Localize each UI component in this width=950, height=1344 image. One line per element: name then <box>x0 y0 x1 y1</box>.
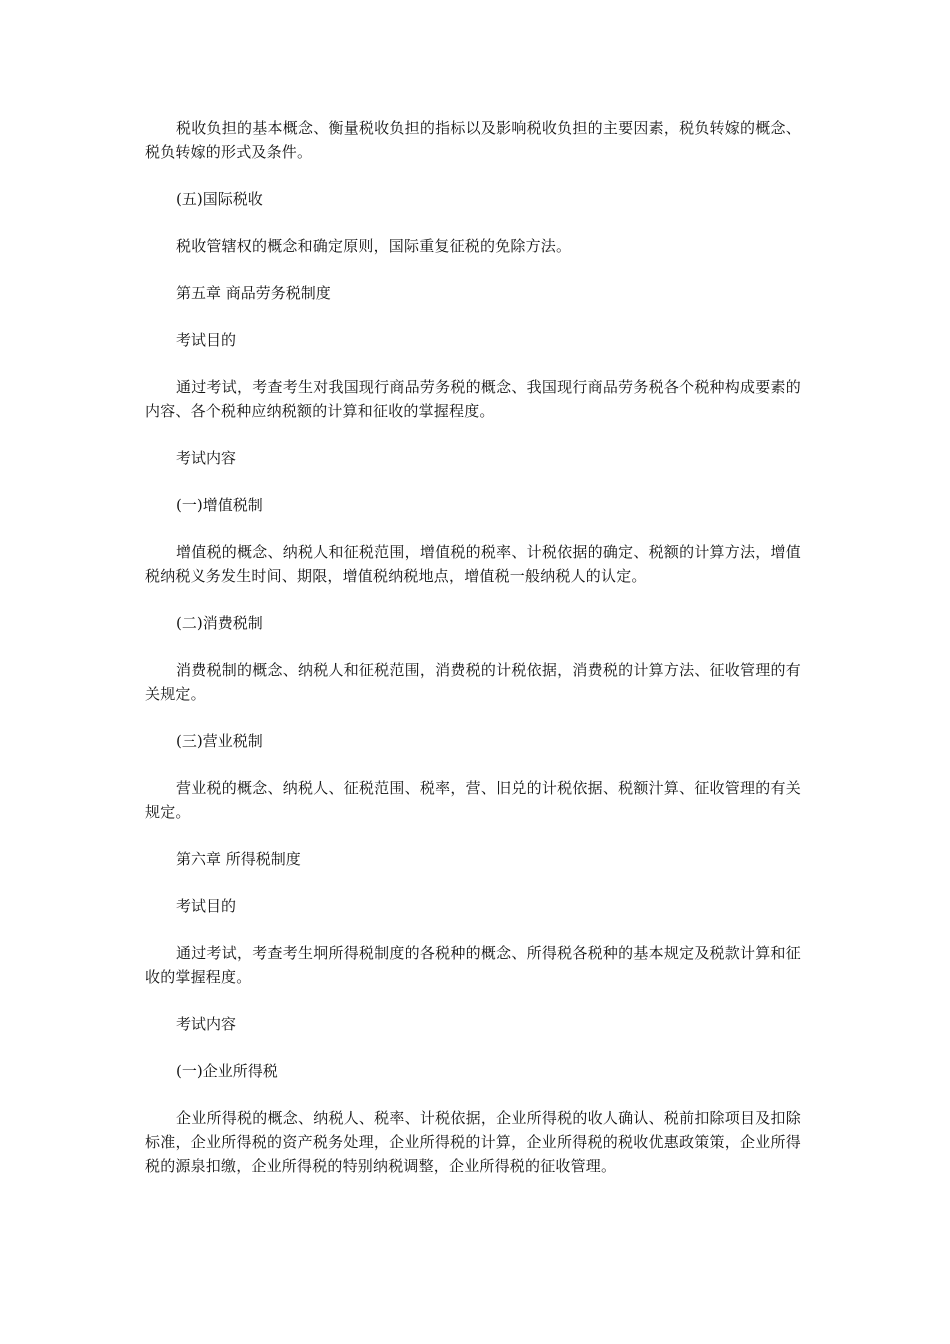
paragraph-tax-burden: 税收负担的基本概念、衡量税收负担的指标以及影响税收负担的主要因素，税负转嫁的概念、税负转嫁的形式及条件。 <box>145 119 801 161</box>
section-heading-vat: (一)增值税制 <box>176 496 263 514</box>
paragraph-exam-purpose-ch6: 通过考试，考查考生坰所得税制度的各税种的概念、所得税各税种的基本规定及税款计算和征收的掌握程度。 <box>145 944 801 986</box>
section-heading-international-tax: (五)国际税收 <box>176 190 263 208</box>
document-page <box>145 116 801 1178</box>
paragraph-tax-jurisdiction: 税收管辖权的概念和确定原则，国际重复征税的免除方法。 <box>176 237 572 255</box>
subheading-exam-content-ch6: 考试内容 <box>176 1015 237 1033</box>
paragraph-business-tax: 营业税的概念、纳税人、征税范围、税率，营、旧兑的计税依据、税额汁算、征收管理的有关规定。 <box>145 779 801 821</box>
section-heading-enterprise-income-tax: (一)企业所得税 <box>176 1062 278 1080</box>
paragraph-vat: 增值税的概念、纳税人和征税范围，增值税的税率、计税依据的确定、税额的计算方法，增值税纳税义务发生时间、期限，增值税纳税地点，增值税一般纳税人的认定。 <box>145 543 801 585</box>
paragraph-consumption-tax: 消费税制的概念、纳税人和征税范围，消费税的计税依据，消费税的计算方法、征收管理的有关规定。 <box>145 661 801 703</box>
section-heading-consumption-tax: (二)消费税制 <box>176 614 263 632</box>
subheading-exam-purpose-ch6: 考试目的 <box>176 897 237 915</box>
section-heading-business-tax: (三)营业税制 <box>176 732 263 750</box>
chapter-heading-5: 第五章 商品劳务税制度 <box>176 284 331 302</box>
subheading-exam-purpose: 考试目的 <box>176 331 237 349</box>
paragraph-exam-purpose-ch5: 通过考试，考查考生对我国现行商品劳务税的概念、我国现行商品劳务税各个税种构成要素的内容、各个税种应纳税额的计算和征收的掌握程度。 <box>145 378 801 420</box>
paragraph-enterprise-income-tax: 企业所得税的概念、纳税人、税率、计税依据，企业所得税的收人确认、税前扣除项目及扣除标准，企业所得税的资产税务处理，企业所得税的计算，企业所得税的税收优惠政策策，企业所得税的源泉扣缴，企业所得税的特别纳税调整，企业所得税的征收管理。 <box>145 1109 801 1175</box>
subheading-exam-content: 考试内容 <box>176 449 237 467</box>
chapter-heading-6: 第六章 所得税制度 <box>176 850 301 868</box>
